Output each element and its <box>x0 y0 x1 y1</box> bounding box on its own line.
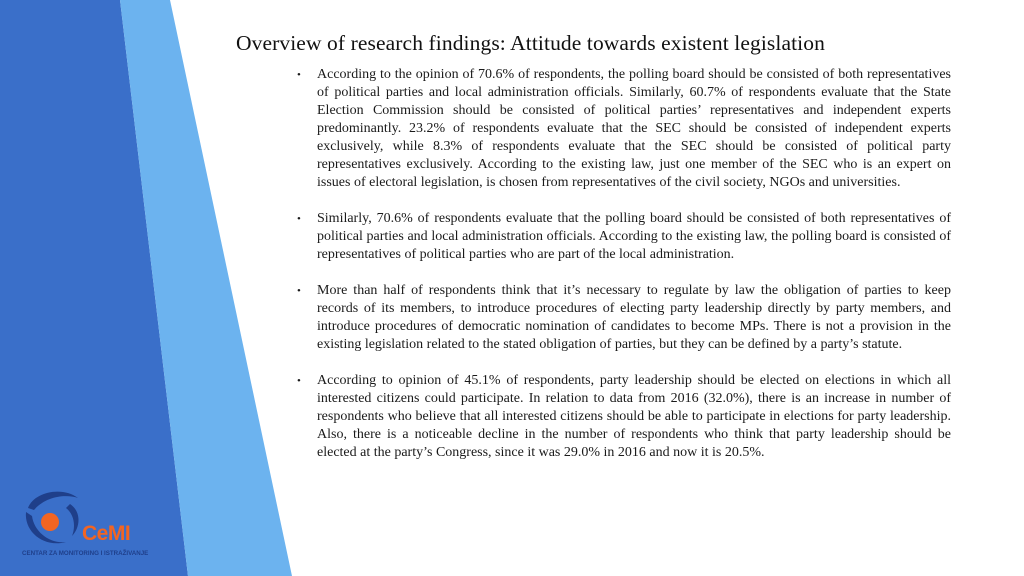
bullet-list <box>297 66 951 480</box>
bullet-marker: • <box>297 285 301 297</box>
cemi-logo <box>22 488 172 560</box>
list-item <box>297 66 951 192</box>
logo-wordmark: CeMI <box>82 522 131 545</box>
bullet-marker: • <box>297 213 301 225</box>
list-item <box>297 210 951 264</box>
bullet-marker: • <box>297 69 301 81</box>
bullet-text: Similarly, 70.6% of respondents evaluate that the polling board should be consisted of both representatives of political parties and local administration officials. According to the existing law, the polling board is consisted of representatives of political parties who are part of the local administration. <box>317 211 951 262</box>
logo-mark-icon <box>22 488 86 548</box>
slide-title: Overview of research findings: Attitude towards existent legislation <box>236 31 825 55</box>
bullet-text: According to the opinion of 70.6% of respondents, the polling board should be consisted of both representatives of political parties and local administration officials. Similarly, 60.7% of respondents evaluate that the State Election Commission should be consisted of political parties’ representatives and independent experts predominantly. 23.2% of respondents evaluate that the SEC should be consisted of independent experts exclusively, while 8.3% of respondents evaluate that the SEC should be consisted of political party representatives exclusively. According to the existing law, just one member of the SEC who is an expert on issues of electoral legislation, is chosen from representatives of the civil society, NGOs and universities. <box>317 67 951 190</box>
logo-tagline: CENTAR ZA MONITORING I ISTRAŽIVANJE <box>22 550 149 557</box>
list-item <box>297 282 951 354</box>
bullet-marker: • <box>297 375 301 387</box>
bullet-text: More than half of respondents think that it’s necessary to regulate by law the obligation of parties to keep records of its members, to introduce procedures of electing party leadership directly by party members, and introduce procedures of democratic nomination of candidates to become MPs. There is not a provision in the existing legislation related to the stated obligation of parties, but they can be defined by a party’s statute. <box>317 283 951 352</box>
bullet-text: According to opinion of 45.1% of respondents, party leadership should be elected on elections in which all interested citizens could participate. In relation to data from 2016 (32.0%), there is an increase in number of respondents who believe that all interested citizens should be able to participate in elections for party leadership. Also, there is a noticeable decline in the number of respondents who think that party leadership should be elected at the party’s Congress, since it was 29.0% in 2016 and now it is 20.5%. <box>317 373 951 460</box>
list-item <box>297 372 951 462</box>
